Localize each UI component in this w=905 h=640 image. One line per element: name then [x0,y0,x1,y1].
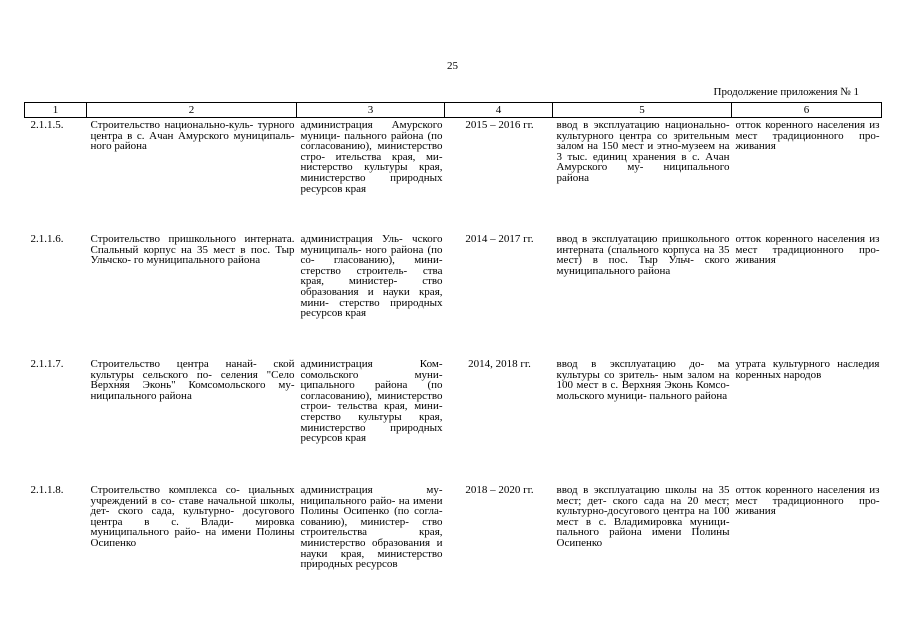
column-header: 4 [445,103,553,118]
page-number: 25 [447,60,458,72]
period-cell: 2018 – 2020 гг. [465,484,534,496]
result-cell: ввод в эксплуатацию национально- культурного центра со зрительным залом на 150 мест и этно-музеем на 3 тыс. единиц хранения в с. Ачан Амурского му- ниципального района [556,119,730,184]
table-header-row [25,103,882,118]
executor-cell: администрация Ком- сомольского муни- ципального района (по согласованию), министерство строи- тельства края, мини- стерство культуры края, министерство природных ресурсов края [300,358,443,445]
activity-cell: Строительство центра нанай- ской культуры сельского по- селения "Село Верхняя Эконь" Комсомольского му- ниципального района [90,358,295,402]
result-cell: ввод в эксплуатацию пришкольного интерната (спального корпуса на 35 мест) в пос. Тыр Ульч- ского муниципального района [556,233,730,277]
result-cell: ввод в эксплуатацию до- ма культуры со зритель- ным залом на 100 мест в с. Верхняя Эконь Комсо- мольского муници- пального района [556,358,730,402]
activity-cell: Строительство пришкольного интерната. Спальный корпус на 35 мест в пос. Тыр Ульчско- го муниципального района [90,233,295,267]
column-header: 1 [25,103,87,118]
activity-cell: Строительство комплекса со- циальных учреждений в со- ставе начальной школы, дет- ского сада, культурно- досугового центра в с. Влади- мировка муниципального райо- на имени Полины Осипенко [90,484,295,549]
risk-cell: утрата культурного наследия коренных народов [735,358,880,381]
executor-cell: администрация Амурского муници- пального района (по согласованию), министерство стро- ительства края, ми- нистерство культуры края, министерство природных ресурсов края [300,119,443,195]
risk-cell: отток коренного населения из мест традиционного про- живания [735,119,880,153]
table-row [25,483,882,597]
table-row [25,357,882,483]
period-cell: 2014, 2018 гг. [468,358,531,370]
result-cell: ввод в эксплуатацию школы на 35 мест; дет- ского сада на 20 мест; культурно-досугового центра на 100 мест в с. Владимировка муници- пального района имени Полины Осипенко [556,484,730,549]
period-cell: 2015 – 2016 гг. [465,119,534,131]
column-header: 3 [297,103,445,118]
risk-cell: отток коренного населения из мест традиционного про- живания [735,233,880,267]
item-number: 2.1.1.5. [30,119,64,131]
item-number: 2.1.1.8. [30,484,64,496]
item-number: 2.1.1.6. [30,233,64,245]
column-header: 2 [87,103,297,118]
period-cell: 2014 – 2017 гг. [465,233,534,245]
continuation-label: Продолжение приложения № 1 [713,86,859,98]
activity-cell: Строительство национально-куль- турного центра в с. Ачан Амурского муниципаль- ного района [90,119,295,153]
table-row [25,118,882,233]
column-header: 5 [553,103,732,118]
executor-cell: администрация Уль- чского муниципаль- ного района (по со- гласованию), мини- стерство строитель- ства края, министер- ство образования и науки края, мини- стерство природных ресурсов края [300,233,443,320]
column-header: 6 [732,103,882,118]
table-row [25,232,882,357]
item-number: 2.1.1.7. [30,358,64,370]
program-table [24,102,882,597]
executor-cell: администрация му- ниципального райо- на имени Полины Осипенко (по согла- сованию), министер- ство строительства края, министерство образования и науки края, министерство природных ресурсов [300,484,443,571]
risk-cell: отток коренного населения из мест традиционного про- живания [735,484,880,518]
